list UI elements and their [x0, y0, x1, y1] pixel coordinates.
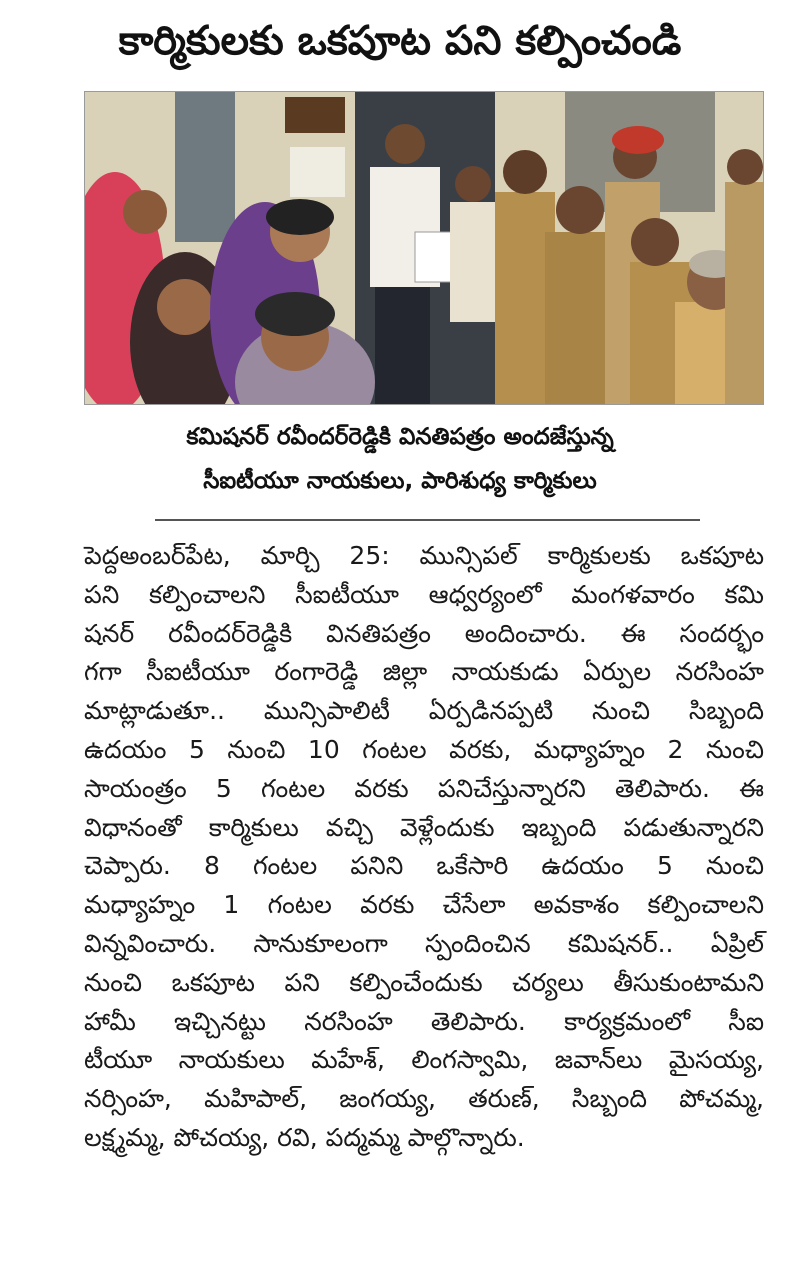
caption-line-2: సీఐటీయూ నాయకులు, పారిశుధ్య కార్మికులు [203, 468, 597, 494]
petition-paper [415, 232, 453, 282]
body-line: నుంచి ఒకపూట పని కల్పించేందుకు చర్యలు తీసుకుంటామని [84, 967, 764, 997]
body-line: షనర్ రవీందర్‌రెడ్డికి వినతిపత్రం అందించారు. ఈ సందర్భం [84, 618, 764, 648]
body-line: ఉదయం 5 నుంచి 10 గంటల వరకు, మధ్యాహ్నం 2 నుంచి [84, 734, 764, 764]
person-worker-2 [545, 232, 615, 404]
caption-line-1: కమిషనర్ రవీందర్‌రెడ్డికి వినతిపత్రం అందజేస్తున్న [186, 424, 614, 450]
body-line: లక్ష్మమ్మ, పోచయ్య, రవి, పద్మమ్మ పాల్గొన్నారు. [84, 1122, 525, 1152]
body-line: విధానంతో కార్మికులు వచ్చి వెళ్లేందుకు ఇబ్బంది పడుతున్నారని [84, 812, 764, 842]
photo-notice [290, 147, 345, 197]
body-line: నర్సింహ, మహిపాల్, జంగయ్య, తరుణ్, సిబ్బంది పోచమ్మ, [84, 1084, 764, 1114]
photo-caption [0, 415, 800, 503]
body-line: విన్నవించారు. సానుకూలంగా స్పందించిన కమిషనర్.. ఏప్రిల్ [84, 928, 764, 958]
caption-divider [155, 519, 700, 521]
article-photo [84, 91, 764, 405]
article-body [84, 537, 764, 1158]
body-line: సాయంత్రం 5 గంటల వరకు పనిచేస్తున్నారని తెలిపారు. ఈ [84, 773, 764, 803]
body-line: పెద్దఅంబర్‌పేట, మార్చి 25: మున్సిపల్ కార్మికులకు ఒకపూట [84, 541, 764, 570]
photo-signboard [285, 97, 345, 133]
body-line: పని కల్పించాలని సీఐటీయూ ఆధ్వర్యంలో మంగళవారం కమి [84, 579, 764, 609]
photo-window-left [175, 92, 235, 242]
body-line: మాట్లాడుతూ.. మున్సిపాలిటీ ఏర్పడినప్పటి నుంచి సిబ్బంది [84, 696, 764, 726]
person-red-cap [612, 126, 664, 154]
article-headline: కార్మికులకు ఒకపూట పని కల్పించండి [118, 18, 682, 64]
body-line: హామీ ఇచ్చినట్టు నరసింహ తెలిపారు. కార్యక్రమంలో సీఐ [84, 1006, 764, 1036]
body-line: టీయూ నాయకులు మహేశ్, లింగస్వామి, జవాన్‌లు మైసయ్య, [84, 1045, 764, 1075]
photo-scene [85, 92, 763, 404]
body-line: మధ్యాహ్నం 1 గంటల వరకు చేసేలా అవకాశం కల్పించాలని [84, 890, 764, 920]
body-line: గగా సీఐటీయూ రంగారెడ్డి జిల్లా నాయకుడు ఏర్పుల నరసింహ [84, 657, 764, 687]
body-line: చెప్పారు. 8 గంటల పనిని ఒకేసారి ఉదయం 5 నుంచి [84, 851, 764, 881]
